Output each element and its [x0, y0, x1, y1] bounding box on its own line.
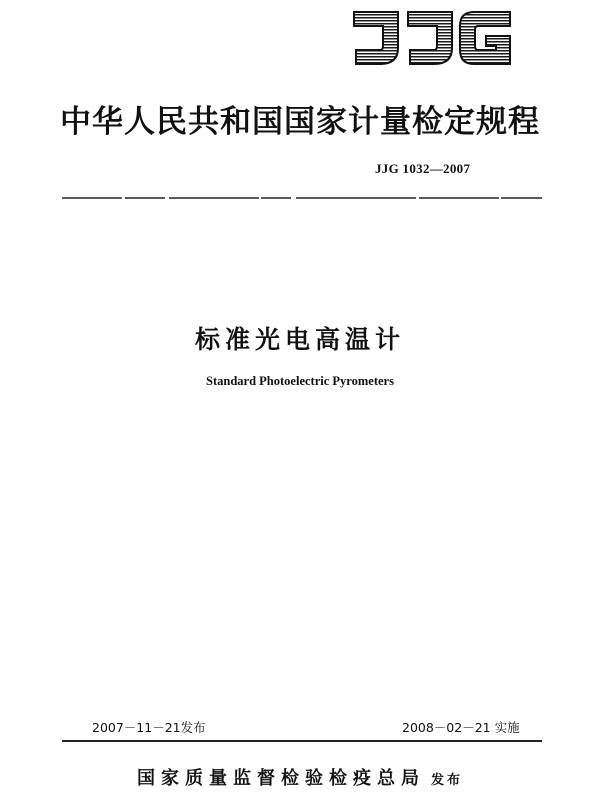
publisher-suffix: 发布 — [430, 773, 463, 788]
implementation-date: 2008－02－21 实施 — [402, 720, 520, 735]
publisher-line — [0, 764, 600, 790]
logo-text: JJG — [432, 48, 434, 49]
document-title: 标准光电高温计 — [194, 325, 405, 354]
issue-date: 2007－11－21发布 — [92, 720, 206, 735]
standard-number: JJG 1032—2007 — [375, 161, 471, 176]
regulation-category-title: 中华人民共和国国家计量检定规程 — [60, 104, 540, 140]
footer-divider — [62, 740, 542, 742]
publisher-name: 国家质量监督检验检疫总局 — [136, 768, 425, 789]
jjg-logo — [352, 8, 512, 68]
document-subtitle-english: Standard Photoelectric Pyrometers — [206, 374, 394, 388]
header-divider — [62, 196, 542, 200]
